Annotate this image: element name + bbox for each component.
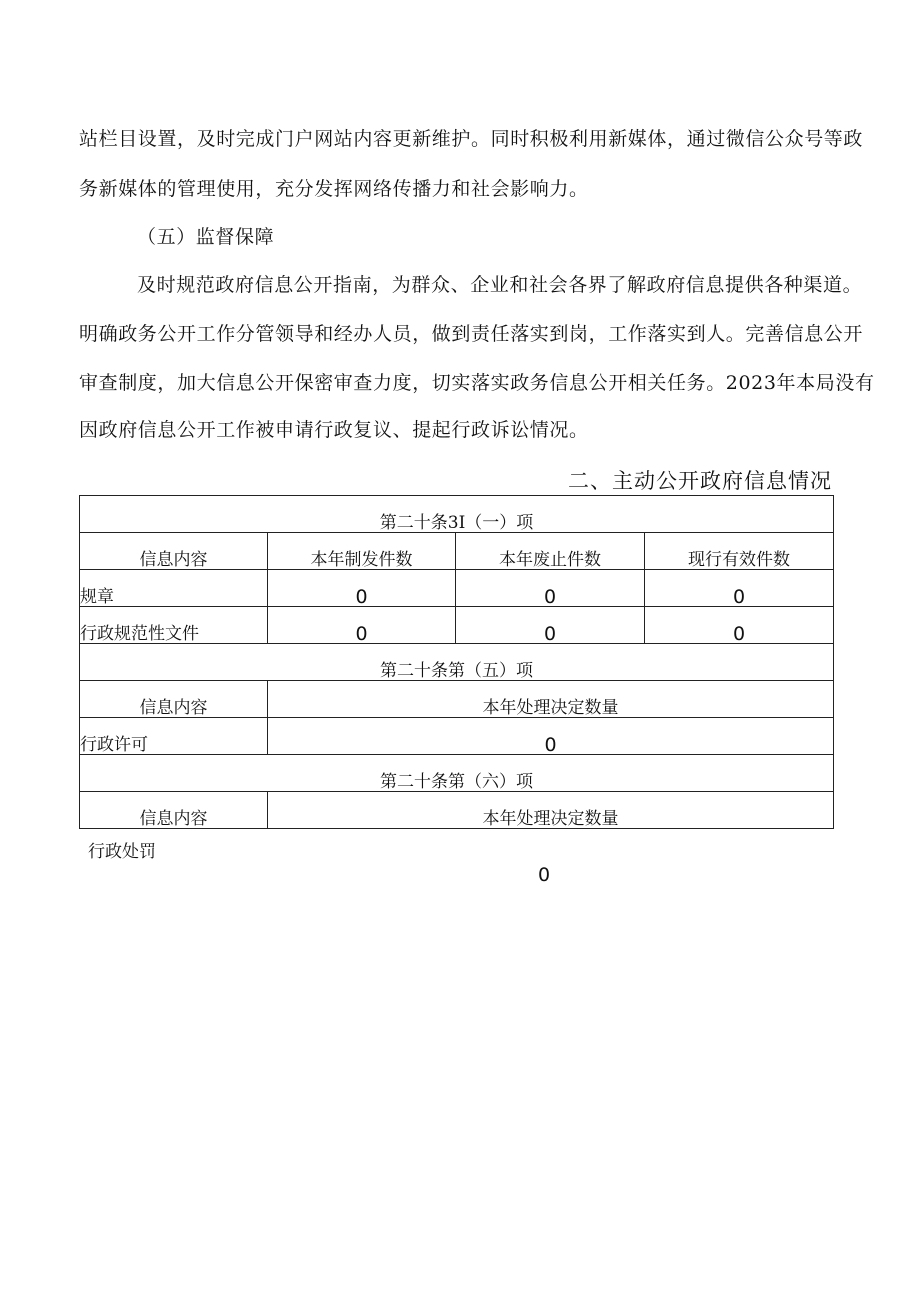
value-cell: 0 bbox=[456, 570, 645, 607]
paragraph-line: 审查制度，加大信息公开保密审查力度，切实落实政务信息公开相关任务。2023年本局没有 bbox=[79, 372, 875, 394]
row-label: 行政规范性文件 bbox=[80, 607, 268, 644]
header-cell: 信息内容 bbox=[80, 533, 268, 570]
value-cell: 0 bbox=[645, 570, 834, 607]
table-section-row bbox=[80, 496, 834, 533]
value-cell: 0 bbox=[268, 718, 834, 755]
table-section-row bbox=[80, 755, 834, 792]
header-cell: 信息内容 bbox=[80, 792, 268, 829]
value-cell: 0 bbox=[645, 607, 834, 644]
table-header-row bbox=[80, 792, 834, 829]
section-title: 二、主动公开政府信息情况 bbox=[568, 469, 832, 493]
table-header-row bbox=[80, 681, 834, 718]
subheading-supervision: （五）监督保障 bbox=[137, 226, 275, 248]
row-label: 规章 bbox=[80, 570, 268, 607]
table-row bbox=[80, 718, 834, 755]
value-cell: 0 bbox=[268, 607, 456, 644]
table-section-row bbox=[80, 644, 834, 681]
table-header-row bbox=[80, 533, 834, 570]
value-cell: 0 bbox=[456, 607, 645, 644]
header-cell: 本年处理决定数量 bbox=[268, 681, 834, 718]
paragraph-line: 站栏目设置，及时完成门户网站内容更新维护。同时积极利用新媒体，通过微信公众号等政 bbox=[79, 128, 864, 150]
section-title-cell: 第二十条第（六）项 bbox=[80, 755, 834, 792]
header-cell: 现行有效件数 bbox=[645, 533, 834, 570]
info-disclosure-table bbox=[79, 495, 834, 829]
row-label: 行政处罚 bbox=[88, 842, 156, 862]
value-cell: 0 bbox=[538, 864, 551, 886]
paragraph-line: 务新媒体的管理使用，充分发挥网络传播力和社会影响力。 bbox=[79, 178, 589, 200]
header-cell: 信息内容 bbox=[80, 681, 268, 718]
paragraph-line: 及时规范政府信息公开指南，为群众、企业和社会各界了解政府信息提供各种渠道。 bbox=[137, 274, 863, 296]
section-title-cell: 第二十条第（五）项 bbox=[80, 644, 834, 681]
paragraph-line: 明确政务公开工作分管领导和经办人员，做到责任落实到岗，工作落实到人。完善信息公开 bbox=[79, 323, 864, 345]
table-row bbox=[80, 607, 834, 644]
paragraph-line: 因政府信息公开工作被申请行政复议、提起行政诉讼情况。 bbox=[79, 419, 589, 441]
header-cell: 本年废止件数 bbox=[456, 533, 645, 570]
header-cell: 本年制发件数 bbox=[268, 533, 456, 570]
row-label: 行政许可 bbox=[80, 718, 268, 755]
section-title-cell: 第二十条3I（一）项 bbox=[80, 496, 834, 533]
table-row bbox=[80, 570, 834, 607]
header-cell: 本年处理决定数量 bbox=[268, 792, 834, 829]
value-cell: 0 bbox=[268, 570, 456, 607]
